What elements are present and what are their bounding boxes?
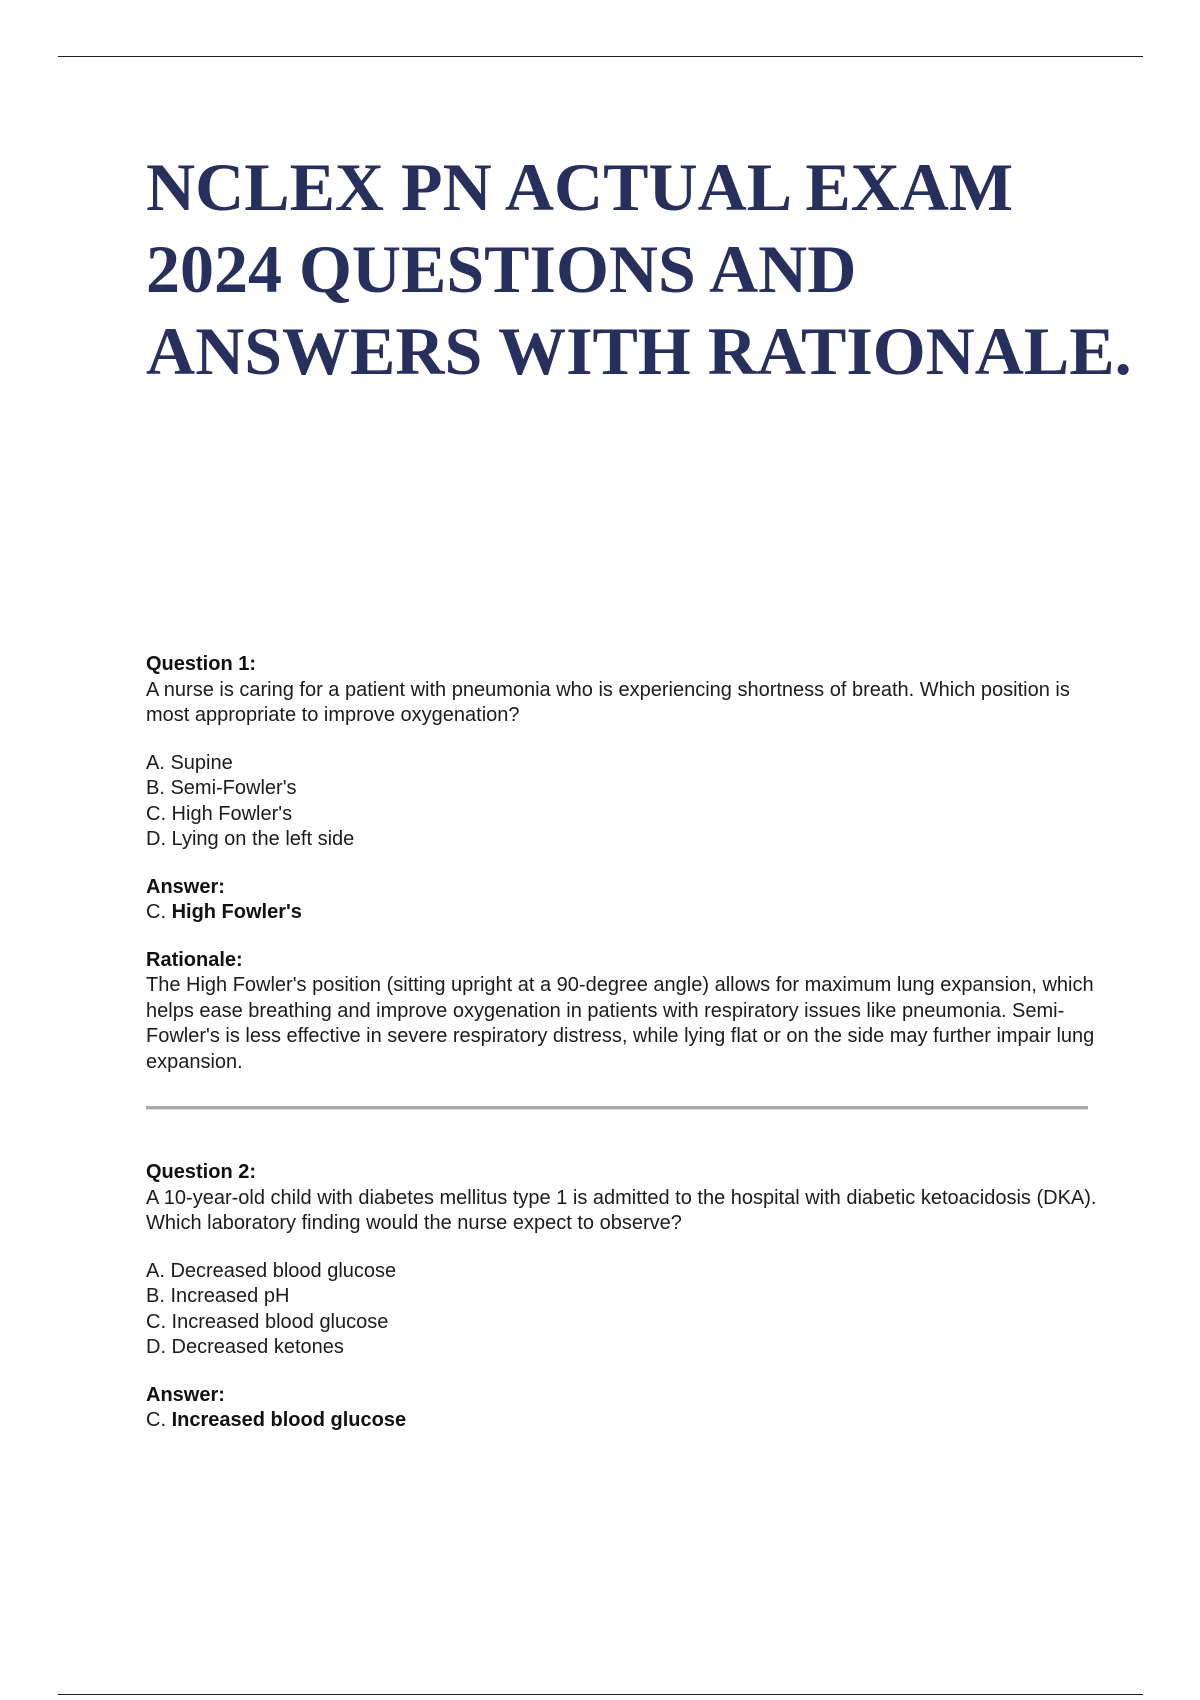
question-2 [146, 1160, 1106, 1434]
option-item: D. Decreased ketones [146, 1336, 344, 1358]
bottom-rule [58, 1694, 1143, 1695]
top-rule [58, 56, 1143, 57]
question-2-answer [146, 1383, 1106, 1434]
option-item: A. Decreased blood glucose [146, 1259, 397, 1282]
option-item: A. Supine [146, 751, 233, 774]
question-2-text: A 10-year-old child with diabetes mellitus type 1 is admitted to the hospital with diabetic ketoacidosis (DKA). Which laboratory finding would the nurse expect to observe? [146, 1186, 1097, 1234]
answer-value: High Fowler's [171, 901, 302, 923]
option-item: C. Increased blood glucose [146, 1310, 389, 1333]
question-1-answer [146, 875, 1106, 926]
answer-text [146, 900, 1106, 926]
document-title: NCLEX PN ACTUAL EXAM 2024 QUESTIONS AND ANSWERS WITH RATIONALE. [146, 149, 1132, 389]
question-2-label: Question 2: [146, 1161, 257, 1183]
question-1-rationale [146, 948, 1106, 1076]
question-1-text: A nurse is caring for a patient with pneumonia who is experiencing shortness of breath. Which position is most appropriate to improve oxygenation? [146, 678, 1070, 726]
section-divider [146, 1106, 1088, 1110]
option-item: C. High Fowler's [146, 802, 293, 825]
option-item: B. Semi-Fowler's [146, 777, 297, 799]
answer-label: Answer: [146, 875, 225, 898]
question-2-options [146, 1259, 1106, 1361]
question-1-options [146, 751, 1106, 853]
answer-value: Increased blood glucose [171, 1409, 407, 1431]
question-1-label: Question 1: [146, 653, 257, 675]
rationale-text: The High Fowler's position (sitting upright at a 90-degree angle) allows for maximum lung expansion, which helps ease breathing and improve oxygenation in patients with respiratory issues like pneumonia. Semi-Fowler's is less effective in severe respiratory distress, while lying flat or on the side may further impair lung expansion. [146, 974, 1095, 1073]
answer-text [146, 1408, 1106, 1434]
option-item: D. Lying on the left side [146, 828, 355, 850]
question-1 [146, 652, 1106, 1075]
answer-label: Answer: [146, 1383, 225, 1406]
answer-prefix: C. [146, 901, 166, 923]
rationale-label: Rationale: [146, 948, 243, 971]
option-item: B. Increased pH [146, 1285, 290, 1307]
answer-prefix: C. [146, 1409, 166, 1431]
